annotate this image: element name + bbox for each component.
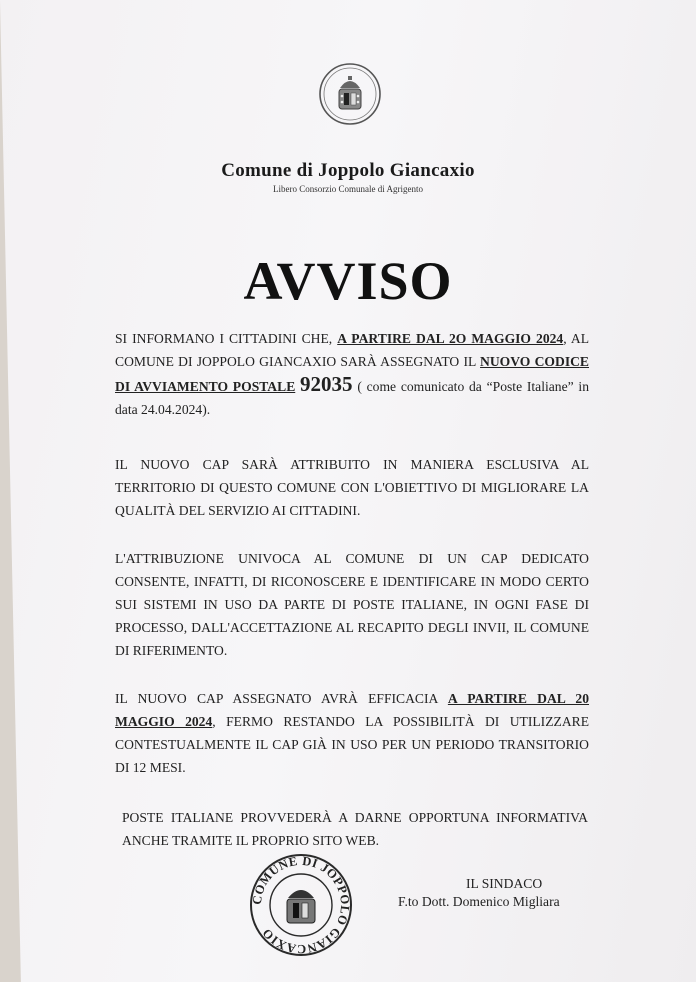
signature-title: IL SINDACO <box>466 876 543 891</box>
para4-date-highlight: A PARTIRE DAL 20 MAGGIO 2024 <box>115 691 590 729</box>
organization-subtitle: Libero Consorzio Comunale di Agrigento <box>273 184 423 194</box>
organization-name: Comune di Joppolo Giancaxio <box>221 160 475 181</box>
para4-text-b: , FERMO RESTANDO LA POSSIBILITÀ DI UTILIZZARE CONTESTUALMENTE IL CAP GIÀ IN USO PER UN PERIODO TRANSITORIO DI 12 MESI. <box>115 714 590 775</box>
para1-text-c: ( come comunicato da “Poste Italiane” in data 24.04.2024). <box>115 379 590 417</box>
paragraph-poste-info: POSTE ITALIANE PROVVEDERÀ A DARNE OPPORTUNA INFORMATIVA ANCHE TRAMITE IL PROPRIO SITO WEB. <box>122 810 588 848</box>
para4-text-a: IL NUOVO CAP ASSEGNATO AVRÀ EFFICACIA <box>115 691 448 706</box>
stamp-ring-text: COMUNE DI JOPPOLO GIANCAXIO <box>249 853 353 957</box>
signature-name: F.to Dott. Domenico Migliara <box>398 894 560 909</box>
paragraph-unique-attribution: L'ATTRIBUZIONE UNIVOCA AL COMUNE DI UN CAP DEDICATO CONSENTE, INFATTI, DI RICONOSCERE E IDENTIFICARE IN MODO CERTO SUI SISTEMI IN USO DA PARTE DI POSTE ITALIANE, IN OGNI FASE DI PROCESSO, DALL'ACCETTAZIONE AL RECAPITO DEGLI INVII, IL COMUNE DI RIFERIMENTO. <box>115 551 589 658</box>
paragraph-effective-date <box>115 687 589 779</box>
paragraph-exclusive-cap: IL NUOVO CAP SARÀ ATTRIBUITO IN MANIERA ESCLUSIVA AL TERRITORIO DI QUESTO COMUNE CON L'OBIETTIVO DI MIGLIORARE LA QUALITÀ DEL SERVIZIO AI CITTADINI. <box>115 457 589 518</box>
cap-code: 92035 <box>300 372 353 396</box>
para1-cap-highlight: NUOVO CODICE DI AVVIAMENTO POSTALE <box>115 354 589 394</box>
para1-date-highlight: A PARTIRE DAL 2O MAGGIO 2024 <box>337 331 564 346</box>
notice-title: AVVISO <box>243 251 453 311</box>
paragraph-cap-announcement <box>115 327 589 421</box>
para1-text-b: , AL COMUNE DI JOPPOLO GIANCAXIO SARÀ ASSEGNATO IL <box>115 331 590 369</box>
municipal-crest-icon <box>318 62 382 126</box>
official-stamp-icon <box>248 852 354 958</box>
para1-text-a: SI INFORMANO I CITTADINI CHE, <box>115 331 338 346</box>
